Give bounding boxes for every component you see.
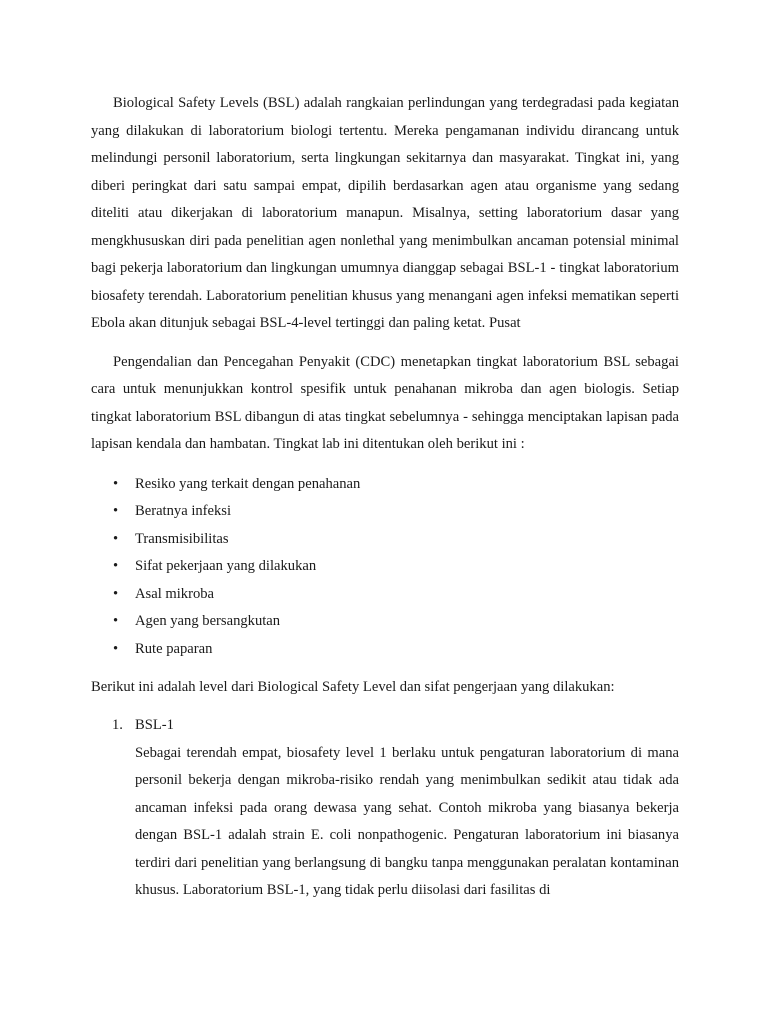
- bullet-icon: •: [113, 641, 119, 658]
- list-item-text: Resiko yang terkait dengan penahanan: [135, 475, 361, 492]
- levels-list: [91, 712, 679, 905]
- bullet-icon: •: [113, 475, 119, 492]
- bullet-icon: •: [113, 530, 119, 547]
- list-item-text: Agen yang bersangkutan: [135, 613, 281, 630]
- list-item: [91, 471, 679, 499]
- bullet-icon: •: [113, 585, 119, 602]
- levels-intro: Berikut ini adalah level dari Biological Safety Level dan sifat pengerjaan yang dilakukan:: [91, 678, 615, 695]
- bullet-icon: •: [113, 613, 119, 630]
- list-item-text: Beratnya infeksi: [135, 503, 232, 520]
- list-item: [91, 608, 679, 636]
- list-item-text: Rute paparan: [135, 641, 213, 658]
- list-item-text: Transmisibilitas: [135, 530, 229, 547]
- list-item: [91, 553, 679, 581]
- level-number: 1.: [112, 717, 123, 734]
- paragraph-cdc: Pengendalian dan Pencegahan Penyakit (CDC) menetapkan tingkat laboratorium BSL sebagai cara untuk menunjukkan kontrol spesifik untuk penahanan mikroba dan agen biologis. Setiap tingkat laboratorium BSL dibangun di atas tingkat sebelumnya - sehingga menciptakan lapisan pada lapisan kendala dan hambatan. Tingkat lab ini ditentukan oleh berikut ini :: [91, 353, 679, 452]
- list-item-text: Asal mikroba: [135, 585, 215, 602]
- list-item: [91, 636, 679, 664]
- level-title: BSL-1: [135, 717, 174, 734]
- list-item: [91, 581, 679, 609]
- bullet-icon: •: [113, 503, 119, 520]
- level-item: [91, 712, 679, 905]
- document-page: [91, 90, 679, 905]
- bullet-list: [91, 471, 679, 664]
- level-description: Sebagai terendah empat, biosafety level 1 berlaku untuk pengaturan laboratorium di mana personil bekerja dengan mikroba-risiko rendah yang menimbulkan sedikit atau tidak ada ancaman infeksi pada orang dewasa yang sehat. Contoh mikroba yang biasanya bekerja dengan BSL-1 adalah strain E. coli nonpathogenic. Pengaturan laboratorium ini biasanya terdiri dari penelitian yang berlangsung di bangku tanpa menggunakan peralatan kontaminan khusus. Laboratorium BSL-1, yang tidak perlu diisolasi dari fasilitas di: [135, 744, 679, 899]
- list-item-text: Sifat pekerjaan yang dilakukan: [135, 558, 317, 575]
- list-item: [91, 498, 679, 526]
- list-item: [91, 526, 679, 554]
- bullet-icon: •: [113, 558, 119, 575]
- paragraph-intro: Biological Safety Levels (BSL) adalah rangkaian perlindungan yang terdegradasi pada kegiatan yang dilakukan di laboratorium biologi tertentu. Mereka pengamanan individu dirancang untuk melindungi personil laboratorium, serta lingkungan sekitarnya dan masyarakat. Tingkat ini, yang diberi peringkat dari satu sampai empat, dipilih berdasarkan agen atau organisme yang sedang diteliti atau dikerjakan di laboratorium manapun. Misalnya, setting laboratorium dasar yang mengkhususkan diri pada penelitian agen nonlethal yang menimbulkan ancaman potensial minimal bagi pekerja laboratorium dan lingkungan umumnya dianggap sebagai BSL-1 - tingkat laboratorium biosafety terendah. Laboratorium penelitian khusus yang menangani agen infeksi mematikan seperti Ebola akan ditunjuk sebagai BSL-4-level tertinggi dan paling ketat. Pusat: [91, 95, 679, 331]
